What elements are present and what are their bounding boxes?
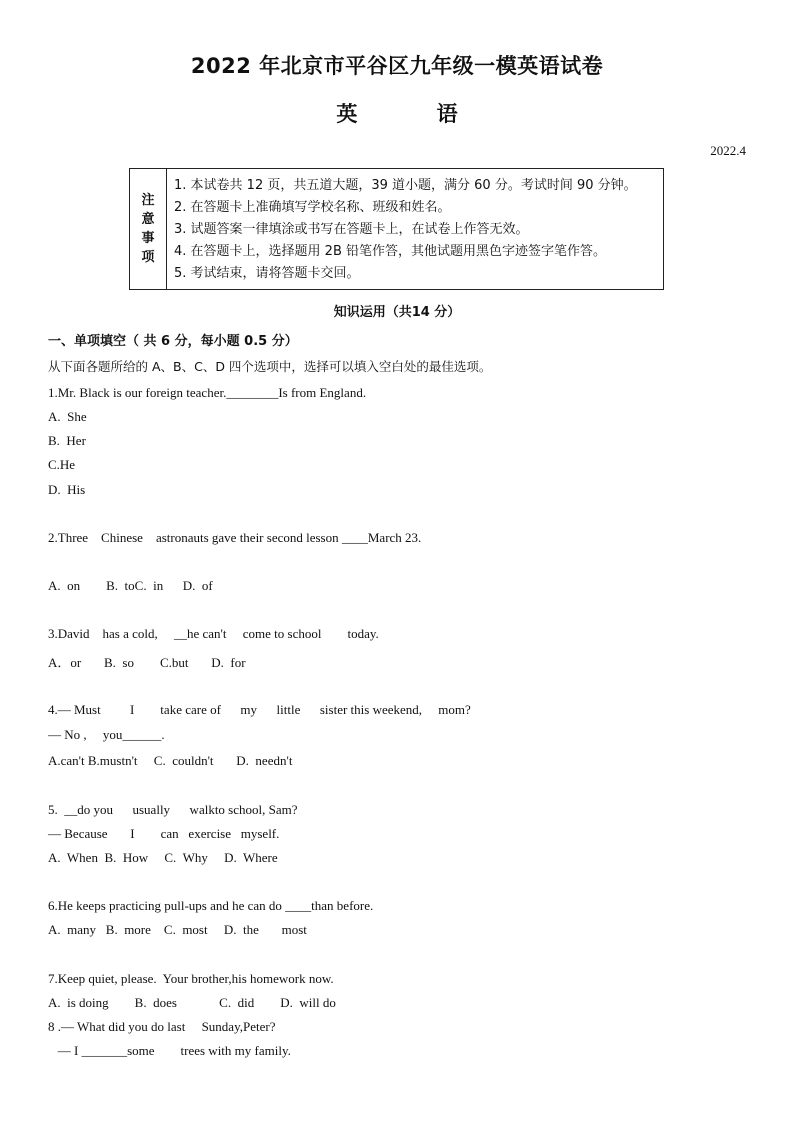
question-options: A. is doing B. does C. did D. will do <box>48 995 336 1010</box>
notice-item: 3. 试题答案一律填涂或书写在答题卡上，在试卷上作答无效。 <box>174 222 529 237</box>
question-options: A.can't B.mustn't C. couldn't D. needn't <box>48 753 293 768</box>
notice-label <box>130 169 167 289</box>
notice-label-char: 事 <box>141 231 155 246</box>
notice-item: 2. 在答题卡上准确填写学校名称、班级和姓名。 <box>174 200 451 215</box>
notice-list <box>174 175 637 285</box>
question-stem: — I _______some trees with my family. <box>48 1043 291 1058</box>
question-stem: — Because I can exercise myself. <box>48 826 280 841</box>
section-heading: 知识运用（共14 分） <box>333 305 461 320</box>
notice-label-char: 项 <box>141 250 155 265</box>
question-stem: 6.He keeps practicing pull-ups and he can do ____than before. <box>48 898 374 913</box>
question-stem: 7.Keep quiet, please. Your brother,his homework now. <box>48 971 334 986</box>
exam-date: 2022.4 <box>710 143 746 158</box>
question-option: A. She <box>48 409 87 424</box>
instruction-text: 从下面各题所给的 A、B、C、D 四个选项中，选择可以填入空白处的最佳选项。 <box>48 359 492 374</box>
question-stem: 1.Mr. Black is our foreign teacher.________Is from England. <box>48 385 367 400</box>
question-option: B. Her <box>48 433 86 448</box>
question-options: A. When B. How C. Why D. Where <box>48 850 278 865</box>
question-stem: — No , you______. <box>48 727 165 742</box>
question-stem: 2.Three Chinese astronauts gave their second lesson ____March 23. <box>48 530 422 545</box>
question-options: A．or B. so C.but D. for <box>48 655 246 670</box>
exam-title: 2022 年北京市平谷区九年级一模英语试卷 <box>190 54 604 78</box>
question-option: D. His <box>48 482 86 497</box>
notice-item: 4. 在答题卡上，选择题用 2B 铅笔作答，其他试题用黑色字迹签字笔作答。 <box>174 244 606 259</box>
notice-box <box>129 168 664 290</box>
notice-label-char: 意 <box>141 212 155 227</box>
notice-item: 5. 考试结束，请将答题卡交回。 <box>174 266 360 281</box>
question-stem: 5. __do you usually walkto school, Sam? <box>48 802 298 817</box>
question-stem: 4.— Must I take care of my little sister this weekend, mom? <box>48 702 471 717</box>
question-stem: 8 .— What did you do last Sunday,Peter? <box>48 1019 276 1034</box>
question-options: A. many B. more C. most D. the most <box>48 922 307 937</box>
notice-label-char: 注 <box>141 193 155 208</box>
notice-item: 1. 本试卷共 12 页，共五道大题，39 道小题，满分 60 分。考试时间 90 分钟。 <box>174 178 637 193</box>
subject-title: 英 语 <box>336 102 494 126</box>
question-stem: 3.David has a cold, __he can't come to school today. <box>48 626 379 641</box>
question-option: C.He <box>48 457 76 472</box>
part-title: 一、单项填空（ 共 6 分，每小题 0.5 分） <box>48 334 298 349</box>
question-options: A. on B. toC. in D. of <box>48 578 213 593</box>
